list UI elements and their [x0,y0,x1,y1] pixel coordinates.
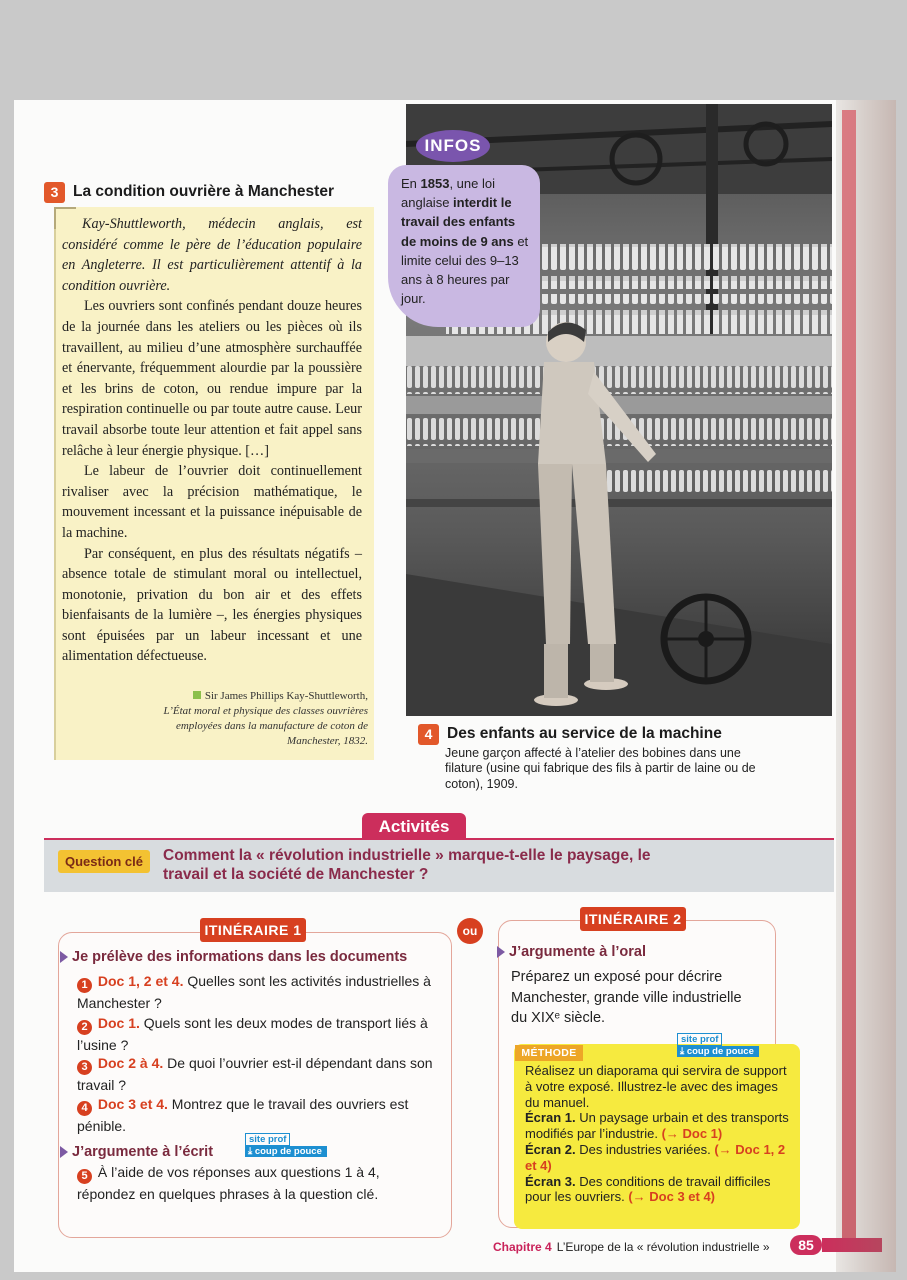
question-ref: Doc 2 à 4. [97,1055,164,1071]
doc4-caption: Jeune garçon affecté à l’atelier des bobines dans une filature (usine qui fabrique des fils à partir de laine ou de coton), 1909. [445,746,756,791]
section-collect-info [60,949,440,965]
question-number: 5 [77,1169,92,1184]
doc3-title: La condition ouvrière à Manchester [73,183,334,200]
infos-text [401,174,533,308]
infos-year: 1853 [420,176,450,191]
itinerary-2-label: ITINÉRAIRE 2 [580,907,686,931]
infos-part-3: et limite celui des 9–13 ans à 8 heures par jour. [401,233,529,307]
footer-bar [822,1238,882,1252]
screen-1-text: Un paysage urbain et des transports modifiés par l’industrie. [525,1110,789,1142]
site-prof-link[interactable] [245,1133,327,1157]
doc3-intro: Kay-Shuttleworth, médecin anglais, est considéré comme le père de l’éducation populaire en Angleterre. Il est particulièrement attentif à la condition ouvrière. [62,216,362,294]
doc4-number: 4 [418,724,439,745]
screen-1-label: Écran 1. [525,1110,576,1126]
doc3-number: 3 [44,182,65,203]
doc4-title: Des enfants au service de la machine [447,725,722,742]
site-prof-link[interactable] [677,1033,759,1057]
section-oral-argument [497,944,737,960]
question-2 [77,1013,439,1055]
chapter-edge-tab [842,110,856,1250]
methode-intro: Réalisez un diaporama qui servira de support à votre exposé. Illustrez-le avec des images du manuel. [525,1063,787,1110]
doc3-paragraph-2: Le labeur de l’ouvrier doit continuellement rivaliser avec la précision mathématique, le mouvement incessant et la puissance inépuisable de la machine. [62,463,362,541]
screen-3-label: Écran 3. [525,1173,576,1189]
or-badge: ou [457,918,483,944]
question-text: Quelles sont les activités industrielles à Manchester ? [77,973,431,1011]
doc3-heading [44,180,384,204]
section-collect-info-title: Je prélève des informations dans les documents [72,949,408,965]
section-written-argument-title: J’argumente à l’écrit [72,1144,214,1160]
site-prof-label: site prof [245,1133,290,1146]
site-prof-label: site prof [677,1033,722,1046]
coup-de-pouce-label [677,1046,759,1057]
source-marker-icon [193,691,201,699]
doc3-source [120,689,368,749]
key-question: Comment la « révolution industrielle » marque-t-elle le paysage, le travail et la société de Manchester ? [163,847,651,883]
question-ref: Doc 1, 2 et 4. [97,973,184,989]
screen-1-ref: (→ Doc 1) [661,1126,723,1142]
infos-part-1: En [401,176,421,191]
question-1 [77,971,439,1013]
doc3-paragraph-3: Par conséquent, en plus des résultats négatifs – absence totale de stimulant moral ou intellectuel, monotonie, privation du bon air et des effets bienfaisants de la lumière –, les énergies physiques sont épuisées par un labeur incessant et une alimentation défectueuse. [62,545,362,665]
methode-tag: MÉTHODE [515,1045,583,1061]
question-ref: Doc 1. [97,1015,140,1031]
doc4-heading [418,722,778,746]
page-footer [493,1237,793,1257]
coup-de-pouce-text: coup de pouce [254,1146,322,1157]
infos-badge: INFOS [416,130,490,162]
question-text: Quels sont les deux modes de transport liés à l’usine ? [77,1015,428,1053]
download-icon: ⤓ [680,1046,687,1057]
source-author: Sir James Phillips Kay-Shuttleworth, [204,690,368,702]
question-text: Montrez que le travail des ouvriers est pénible. [77,1096,409,1134]
infos-part-2: , une loi anglaise [401,176,495,211]
source-title: L’État moral et physique des classes ouvrières employées dans la manufacture de coton de Manchester, 1832. [163,705,368,747]
activities-label: Activités [362,813,466,840]
question-text: À l’aide de vos réponses aux questions 1 à 4, répondez en quelques phrases à la question clé. [77,1164,380,1202]
coup-de-pouce-text: coup de pouce [686,1046,754,1057]
question-text: De quoi l’ouvrier est-il dépendant dans son travail ? [77,1055,433,1093]
doc3-paragraph-1: Les ouvriers sont confinés pendant douze heures de la journée dans les ateliers ou les pièces où ils travaillent, au milieu d’une atmosphère surchauffée et énervante, fréquemment alourdie par la poussière et les brins de coton, ou rendue impure par la respiration continuelle ou par toute autre cause. Leur travail absorbe toute leur attention et fait appel sans relâche à leur énergie physique. […] [62,298,362,459]
section-arrow-icon [60,1146,68,1158]
screen-2-label: Écran 2. [525,1141,576,1157]
footer-title: L’Europe de la « révolution industrielle » [556,1240,770,1254]
doc3-text [62,214,362,667]
question-number: 2 [77,1020,92,1035]
footer-chapter: Chapitre 4 [493,1240,552,1254]
screen-2-ref: (→ Doc 1, 2 et 4) [525,1141,786,1173]
itinerary-2-text: Préparez un exposé pour décrire Manchester, grande ville industrielle du XIXᵉ siècle. [511,969,742,1026]
section-oral-argument-title: J’argumente à l’oral [509,944,646,960]
section-written-argument [60,1144,260,1160]
methode-text [525,1063,795,1205]
screen-3-ref: (→ Doc 3 et 4) [628,1189,716,1205]
screen-2-text: Des industries variées. [575,1141,715,1157]
download-icon: ⤓ [248,1146,255,1157]
question-ref: Doc 3 et 4. [97,1096,168,1112]
page-number: 85 [790,1235,822,1255]
question-number: 1 [77,978,92,993]
question-5 [77,1162,439,1204]
question-4 [77,1094,439,1136]
section-arrow-icon [497,946,505,958]
question-number: 3 [77,1060,92,1075]
question-number: 4 [77,1101,92,1116]
coup-de-pouce-label [245,1146,327,1157]
screen-3-text: Des conditions de travail difficiles pour les ouvriers. [525,1173,771,1205]
section-arrow-icon [60,951,68,963]
question-tag: Question clé [58,850,150,873]
itinerary-1-label: ITINÉRAIRE 1 [200,918,306,942]
infos-bold: interdit le travail des enfants de moins de 9 ans [401,195,516,249]
question-3 [77,1053,439,1095]
